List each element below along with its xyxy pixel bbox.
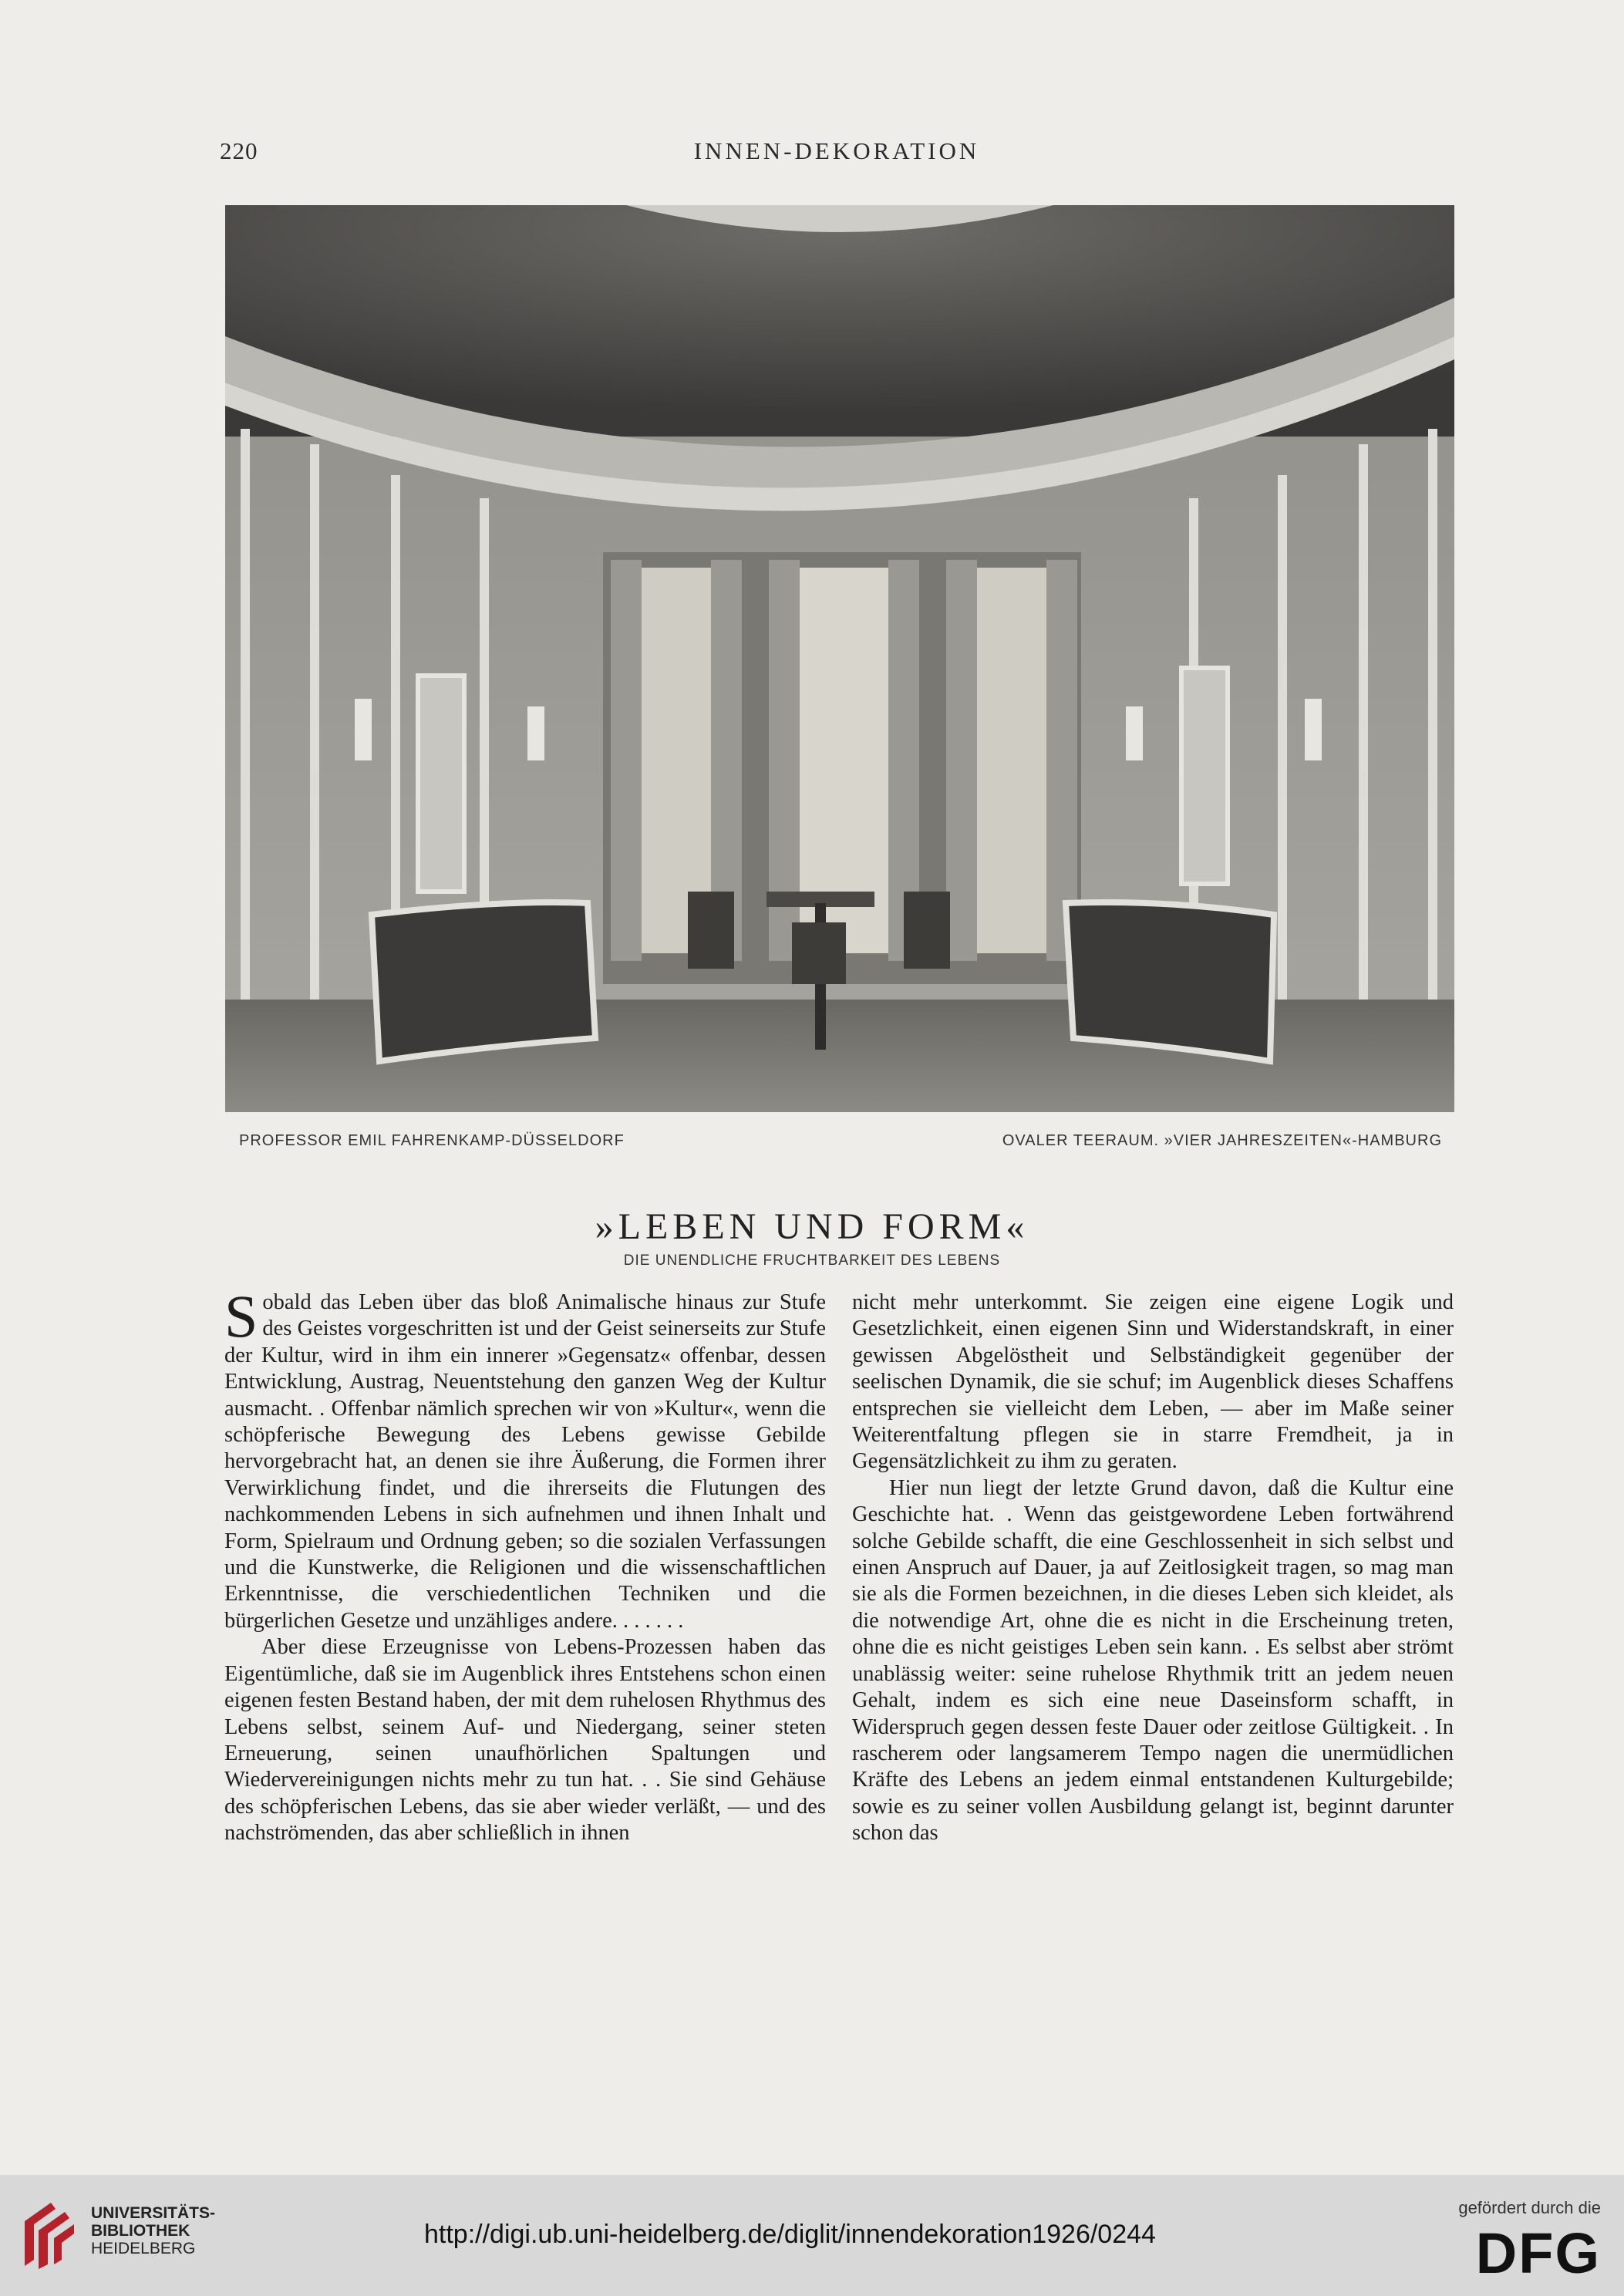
funding-note: gefördert durch die — [1458, 2198, 1601, 2217]
text-column-right — [852, 1290, 1454, 1847]
running-title: INNEN-DEKORATION — [693, 137, 980, 164]
paragraph: Aber diese Erzeugnisse von Lebens-Prozessen haben das Eigentümliche, daß sie im Augenblick ihres Entstehens schon einen eigenen festen Bestand haben, der mit dem ruhelosen Rhythmus des Lebens selbst, seinem Auf- und Niedergang, seiner steten Erneuerung, seinen unaufhörlichen Spaltungen und Wiedervereinigungen nichts mehr zu tun hat. . . Sie sind Gehäuse des schöpferischen Lebens, das sie aber wieder verläßt, — und des nachströmenden, das aber schließlich in ihnen — [224, 1635, 826, 1846]
drop-cap: S — [224, 1283, 258, 1350]
paragraph: nicht mehr unterkommt. Sie zeigen eine eigene Logik und Gesetzlichkeit, einen eigenen Sinn und Widerstandskraft, in einer gewissen Abgelöstheit und Selbständigkeit gegenüber der seelischen Dynamik, die sie schuf; im Augenblick dieses Schaffens entsprechen sie vielleicht dem Leben, — aber im Maße seiner Weiterentfaltung pflegen sie in starre Fremdheit, ja in Gegensätzlichkeit zu ihm zu geraten. — [852, 1290, 1454, 1474]
dfg-logo: DFG — [1475, 2221, 1601, 2285]
permalink-url[interactable]: http://digi.ub.uni-heidelberg.de/diglit/innendekoration1926/0244 — [424, 2220, 1156, 2249]
library-name-line: UNIVERSITÄTS- — [91, 2204, 216, 2222]
paragraph: Hier nun liegt der letzte Grund davon, daß die Kultur eine Geschichte hat. . Wenn das geistgewordene Leben fortwährend solche Gebilde schafft, die eine Geschlossenheit in sich selbst und einen Anspruch auf Dauer, ja auf Zeitlosigkeit tragen, so mag man sie als die Formen bezeichnen, in die dieses Leben sich kleidet, als die notwendige Art, ohne die es nicht in die Erscheinung treten, ohne die es nicht geistiges Leben sein kann. . Es selbst aber strömt unablässig weiter: seine ruhelose Rhythmik tritt an jedem neuen Gehalt, indem es sich eine neue Daseinsform schafft, in Widerspruch gegen dessen feste Dauer oder zeitlose Gültigkeit. . In rascherem oder langsamerem Tempo nagen die unermüdlichen Kräfte des Lebens an jedem einmal entstandenen Kulturgebilde; sowie es zu seiner vollen Ausbildung gelangt ist, beginnt darunter schon das — [852, 1475, 1454, 1846]
caption-room: OVALER TEERAUM. »VIER JAHRESZEITEN«-HAMBURG — [1002, 1132, 1442, 1149]
digitization-footer — [0, 2175, 1624, 2296]
interior-photograph — [225, 205, 1454, 1112]
article-title: »LEBEN UND FORM« — [595, 1206, 1029, 1247]
page-number: 220 — [220, 137, 258, 164]
article-subtitle: DIE UNENDLICHE FRUCHTBARKEIT DES LEBENS — [623, 1253, 1001, 1269]
library-logo-icon — [20, 2198, 79, 2271]
paragraph-text: obald das Leben über das bloß Animalische hinaus zur Stufe des Geistes vorgeschritten ist und der Geist seinerseits zur Stufe der Kultur, wird in ihm ein innerer »Gegensatz« offenbar, dessen Entwicklung, Austrag, Neuentstehung den ganzen Weg der Kultur ausmacht. . Offenbar nämlich sprechen wir von »Kultur«, wenn die schöpferische Bewegung des Lebens gewisse Gebilde hervorgebracht hat, an denen sie ihre Äußerung, die Formen ihrer Verwirklichung findet, und die ihrerseits die Flutungen des nachkommenden Lebens in sich aufnehmen und ihnen Inhalt und Form, Spielraum und Ordnung geben; so die sozialen Verfassungen und die Kunstwerke, die Religionen und die wissenschaftlichen Erkenntnisse, die verschiedentlichen Techniken und die bürgerlichen Gesetze und unzähliges andere. . . . . . . — [224, 1290, 826, 1633]
running-header — [220, 131, 1454, 177]
library-name-line: HEIDELBERG — [91, 2240, 196, 2257]
library-name-line: BIBLIOTHEK — [91, 2222, 190, 2240]
caption-architect: PROFESSOR EMIL FAHRENKAMP-DÜSSELDORF — [239, 1132, 625, 1149]
text-column-left — [224, 1283, 826, 1847]
figure-captions — [239, 1132, 1442, 1160]
paragraph — [224, 1283, 826, 1634]
library-name — [91, 2204, 215, 2257]
